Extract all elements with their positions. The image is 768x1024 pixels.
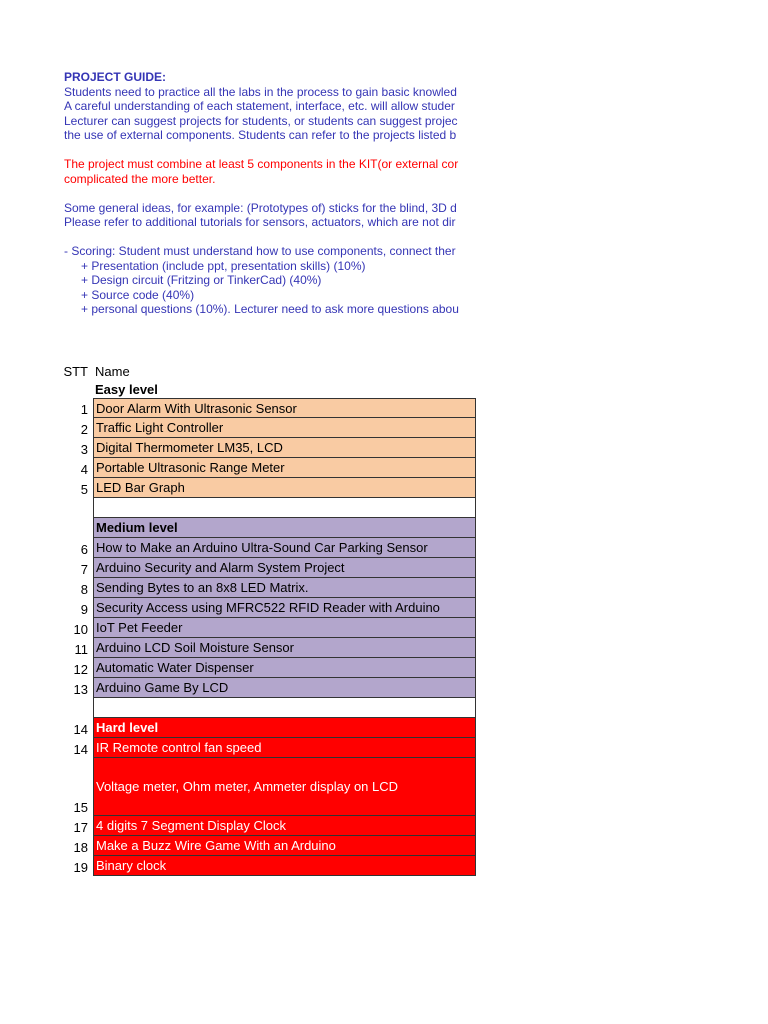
row-stt: 9: [80, 602, 88, 617]
project-guide: [64, 70, 476, 317]
row-stt: 17: [73, 820, 88, 835]
row-name: IoT Pet Feeder: [93, 618, 476, 638]
row-name: Arduino Game By LCD: [93, 678, 476, 698]
row-name: Make a Buzz Wire Game With an Arduino: [93, 836, 476, 856]
medium-level-row: [64, 518, 476, 538]
blank-row: [64, 698, 476, 718]
guide-line: Lecturer can suggest projects for students, or students can suggest projec: [64, 113, 458, 128]
scoring-item: + personal questions (10%). Lecturer need to ask more questions abou: [81, 302, 459, 316]
row-name: Arduino Security and Alarm System Project: [93, 558, 476, 578]
header-name: Name: [95, 364, 130, 379]
hard-level-row: [64, 718, 476, 738]
guide-requirement-line: The project must combine at least 5 components in the KIT(or external cor: [64, 157, 459, 171]
table-row: [64, 418, 476, 438]
guide-ideas-line: Please refer to additional tutorials for sensors, actuators, which are not dir: [64, 215, 456, 229]
medium-level-label: Medium level: [93, 518, 476, 538]
row-name: How to Make an Arduino Ultra-Sound Car Parking Sensor: [93, 538, 476, 558]
guide-requirement-line: complicated the more better.: [64, 171, 216, 186]
project-table: [64, 362, 476, 876]
table-row: [64, 638, 476, 658]
row-stt: 18: [73, 840, 88, 855]
row-name: Digital Thermometer LM35, LCD: [93, 438, 476, 458]
row-stt: 4: [80, 462, 88, 477]
row-stt: 1: [80, 402, 88, 417]
row-stt: 7: [80, 562, 88, 577]
scoring-item: + Design circuit (Fritzing or TinkerCad) (40%): [81, 273, 322, 287]
blank-row: [64, 498, 476, 518]
row-stt: 10: [73, 622, 88, 637]
table-row: [64, 458, 476, 478]
guide-title: PROJECT GUIDE:: [64, 70, 167, 84]
hard-rows: [64, 738, 476, 876]
scoring-item: + Source code (40%): [81, 287, 195, 302]
table-row: [64, 438, 476, 458]
scoring-line: - Scoring: Student must understand how to use components, connect ther: [64, 244, 456, 258]
guide-line: Students need to practice all the labs in the process to gain basic knowled: [64, 84, 457, 99]
row-stt: 12: [73, 662, 88, 677]
easy-rows: [64, 398, 476, 498]
table-row: [64, 738, 476, 758]
guide-line: the use of external components. Students can refer to the projects listed b: [64, 128, 457, 142]
row-name: Binary clock: [93, 856, 476, 876]
row-stt: 8: [80, 582, 88, 597]
header-stt: STT: [63, 364, 88, 379]
row-stt: 3: [80, 442, 88, 457]
hard-level-label: Hard level: [93, 718, 476, 738]
table-row: [64, 538, 476, 558]
table-row: [64, 598, 476, 618]
row-name: Automatic Water Dispenser: [93, 658, 476, 678]
easy-level-label: Easy level: [95, 381, 158, 397]
hard-level-stt: 14: [73, 722, 88, 737]
table-row: [64, 558, 476, 578]
table-row: [64, 398, 476, 418]
table-row: [64, 816, 476, 836]
row-stt: 5: [80, 482, 88, 497]
table-header-row: [64, 362, 476, 380]
guide-ideas-line: Some general ideas, for example: (Prototypes of) sticks for the blind, 3D d: [64, 200, 457, 215]
table-row: [64, 836, 476, 856]
row-name: Security Access using MFRC522 RFID Reader with Arduino: [93, 598, 476, 618]
row-name: Traffic Light Controller: [93, 418, 476, 438]
table-row: [64, 856, 476, 876]
row-name: 4 digits 7 Segment Display Clock: [93, 816, 476, 836]
row-stt: 2: [80, 422, 88, 437]
medium-rows: [64, 538, 476, 698]
scoring-item: + Presentation (include ppt, presentation skills) (10%): [81, 258, 366, 273]
guide-line: A careful understanding of each statement, interface, etc. will allow studer: [64, 99, 455, 113]
table-row: [64, 678, 476, 698]
row-name: Portable Ultrasonic Range Meter: [93, 458, 476, 478]
row-name: Door Alarm With Ultrasonic Sensor: [93, 398, 476, 418]
row-stt: 15: [73, 800, 88, 815]
table-row: [64, 658, 476, 678]
row-name: Sending Bytes to an 8x8 LED Matrix.: [93, 578, 476, 598]
table-row: [64, 578, 476, 598]
table-row: [64, 758, 476, 816]
row-stt: 11: [74, 642, 88, 657]
row-stt: 19: [73, 860, 88, 875]
row-name: Voltage meter, Ohm meter, Ammeter display on LCD: [93, 758, 476, 816]
row-stt: 14: [73, 742, 88, 757]
row-stt: 6: [80, 542, 88, 557]
row-name: IR Remote control fan speed: [93, 738, 476, 758]
table-row: [64, 478, 476, 498]
easy-level-row: [64, 380, 476, 398]
row-stt: 13: [73, 682, 88, 697]
row-name: Arduino LCD Soil Moisture Sensor: [93, 638, 476, 658]
table-row: [64, 618, 476, 638]
row-name: LED Bar Graph: [93, 478, 476, 498]
